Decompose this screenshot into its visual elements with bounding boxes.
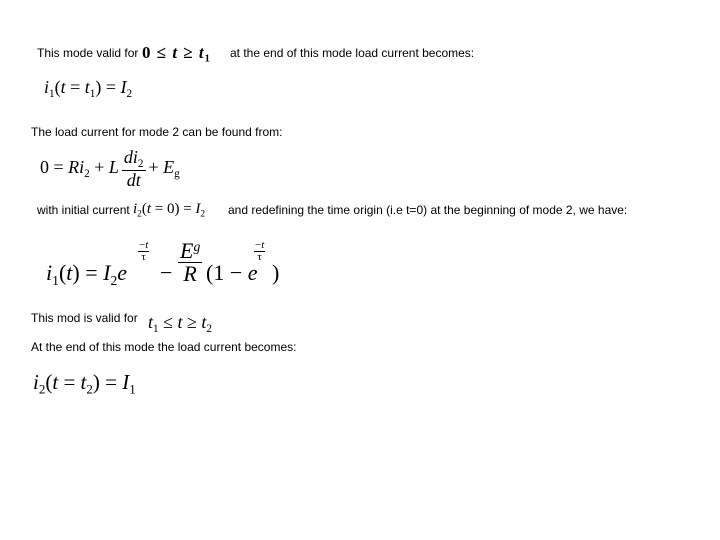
mode1-interval-equation: $0 \le t \ge t_1$ [142,43,211,65]
mode2-end-label: At the end of this mode the load current becomes: [31,340,297,354]
mode2-end-current-equation: $i_2(t = t_2) = I_1$ [33,370,136,397]
mode2-differential-equation: $0 = Ri_2 + L$ $\frac{di_2}{dt}$ + $E_g$ [40,147,180,191]
mode2-intro-text: The load current for mode 2 can be found from: [31,125,283,139]
mode2-interval-equation: $t_1 \le t \ge t_2$ [148,312,212,335]
initial-current-equation: $i_2(t = 0) = I_2$ [133,201,206,220]
mode1-valid-label: This mode valid for [37,46,139,60]
mode1-end-label: at the end of this mode load current becomes: [230,46,475,60]
initial-current-label: with initial current [37,203,130,217]
mode2-current-solution-equation: $i_1(t) = I_2e$ −t τ − $E^g$ R (1 − e −t τ ) [46,238,280,288]
mode2-valid-label: This mod is valid for [31,311,138,325]
mode1-end-current-equation: $i_1(t = t_1) = I_2$ [44,77,133,100]
time-origin-text: and redefining the time origin (i.e t=0) at the beginning of mode 2, we have: [228,203,628,217]
